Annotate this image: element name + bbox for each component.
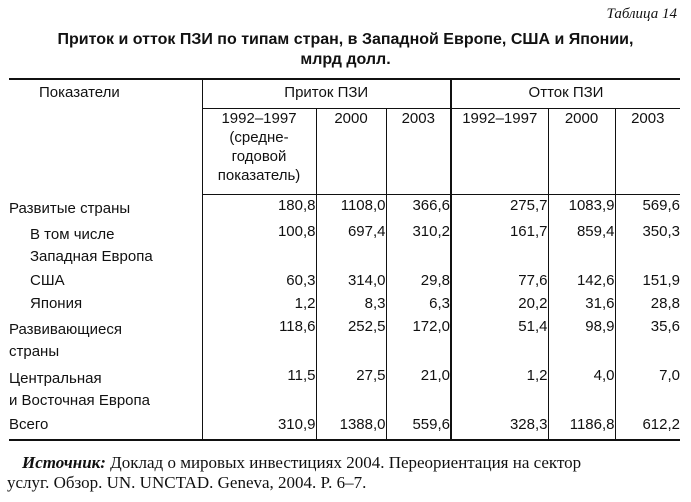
source-line-1 — [22, 453, 682, 473]
cell-inflow-2000: 314,0 — [316, 270, 386, 293]
header-inflow-1992-1997 — [202, 109, 316, 195]
row-label-line-2: Западная Европа — [30, 247, 153, 265]
header-inflow-period: 1992–1997 — [221, 110, 297, 127]
cell-inflow-2003: 366,6 — [386, 195, 451, 221]
fdi-table — [9, 78, 680, 441]
cell-inflow-2000: 697,4 — [316, 221, 386, 270]
source-label: Источник: — [22, 453, 106, 472]
cell-outflow-2000: 98,9 — [548, 316, 615, 365]
table-title-line-1: Приток и отток ПЗИ по типам стран, в Западной Европе, США и Японии, — [57, 31, 634, 48]
row-label: Япония — [30, 294, 83, 312]
header-outflow-1992-1997: 1992–1997 — [451, 109, 548, 195]
cell-outflow-2000: 1083,9 — [548, 195, 615, 221]
table-row-japan — [9, 293, 680, 316]
cell-inflow-1992-1997: 118,6 — [202, 316, 316, 365]
table-row-developing — [9, 316, 680, 365]
table-row-developed — [9, 195, 680, 221]
row-label: США — [30, 271, 65, 289]
cell-outflow-2003: 569,6 — [615, 195, 680, 221]
table-row-central-eastern-europe — [9, 365, 680, 414]
table-title-line-2: млрд долл. — [300, 51, 391, 68]
row-label: Всего — [9, 414, 202, 440]
cell-outflow-2000: 4,0 — [548, 365, 615, 414]
row-label-line-2: страны — [9, 342, 60, 360]
cell-outflow-2003: 612,2 — [615, 414, 680, 440]
cell-outflow-1992-1997: 51,4 — [451, 316, 548, 365]
cell-outflow-1992-1997: 20,2 — [451, 293, 548, 316]
row-label-line-1: Центральная — [9, 369, 102, 387]
header-indicators-label: Показатели — [39, 84, 120, 101]
source-text-1: Доклад о мировых инвестициях 2004. Переориентация на сектор — [110, 453, 582, 472]
header-inflow-note-3: показатель) — [217, 167, 301, 184]
header-outflow-2000: 2000 — [548, 109, 615, 195]
cell-inflow-2000: 1108,0 — [316, 195, 386, 221]
header-outflow-2003: 2003 — [615, 109, 680, 195]
header-row-groups — [9, 79, 680, 109]
cell-outflow-2003: 350,3 — [615, 221, 680, 270]
source-note — [7, 453, 682, 493]
row-label — [9, 365, 202, 414]
header-inflow-note-1: (средне- — [229, 129, 289, 146]
row-label-line-2: и Восточная Европа — [9, 391, 150, 409]
row-label: Развитые страны — [9, 199, 131, 217]
table-title — [0, 30, 691, 70]
cell-outflow-1992-1997: 77,6 — [451, 270, 548, 293]
row-label — [9, 221, 202, 270]
cell-inflow-1992-1997: 1,2 — [202, 293, 316, 316]
cell-outflow-2003: 35,6 — [615, 316, 680, 365]
cell-inflow-2003: 6,3 — [386, 293, 451, 316]
row-label-line-1: В том числе — [30, 225, 115, 243]
cell-inflow-2003: 310,2 — [386, 221, 451, 270]
cell-inflow-2000: 8,3 — [316, 293, 386, 316]
cell-inflow-2000: 252,5 — [316, 316, 386, 365]
header-indicators — [9, 79, 202, 195]
header-inflow-2003: 2003 — [386, 109, 451, 195]
cell-inflow-1992-1997: 60,3 — [202, 270, 316, 293]
header-outflow: Отток ПЗИ — [451, 79, 680, 109]
cell-inflow-2003: 21,0 — [386, 365, 451, 414]
cell-outflow-1992-1997: 275,7 — [451, 195, 548, 221]
cell-inflow-2000: 27,5 — [316, 365, 386, 414]
cell-inflow-2003: 172,0 — [386, 316, 451, 365]
header-inflow-note-2: годовой — [231, 148, 287, 165]
cell-outflow-1992-1997: 328,3 — [451, 414, 548, 440]
cell-inflow-1992-1997: 180,8 — [202, 195, 316, 221]
cell-outflow-2000: 1186,8 — [548, 414, 615, 440]
cell-inflow-2003: 559,6 — [386, 414, 451, 440]
cell-outflow-2000: 31,6 — [548, 293, 615, 316]
cell-inflow-1992-1997: 100,8 — [202, 221, 316, 270]
cell-outflow-2003: 151,9 — [615, 270, 680, 293]
header-inflow: Приток ПЗИ — [202, 79, 451, 109]
table-row-total — [9, 414, 680, 440]
table-row-usa — [9, 270, 680, 293]
cell-inflow-2000: 1388,0 — [316, 414, 386, 440]
cell-outflow-2000: 142,6 — [548, 270, 615, 293]
row-label — [9, 316, 202, 365]
row-label-line-1: Развивающиеся — [9, 320, 122, 338]
cell-outflow-1992-1997: 161,7 — [451, 221, 548, 270]
cell-outflow-2003: 7,0 — [615, 365, 680, 414]
table-number-label: Таблица 14 — [606, 6, 677, 22]
source-line-2: услуг. Обзор. UN. UNCTAD. Geneva, 2004. P. 6–7. — [7, 473, 367, 492]
cell-inflow-2003: 29,8 — [386, 270, 451, 293]
cell-inflow-1992-1997: 11,5 — [202, 365, 316, 414]
cell-outflow-1992-1997: 1,2 — [451, 365, 548, 414]
cell-outflow-2003: 28,8 — [615, 293, 680, 316]
cell-inflow-1992-1997: 310,9 — [202, 414, 316, 440]
table-row-western-europe — [9, 221, 680, 270]
cell-outflow-2000: 859,4 — [548, 221, 615, 270]
header-inflow-2000: 2000 — [316, 109, 386, 195]
